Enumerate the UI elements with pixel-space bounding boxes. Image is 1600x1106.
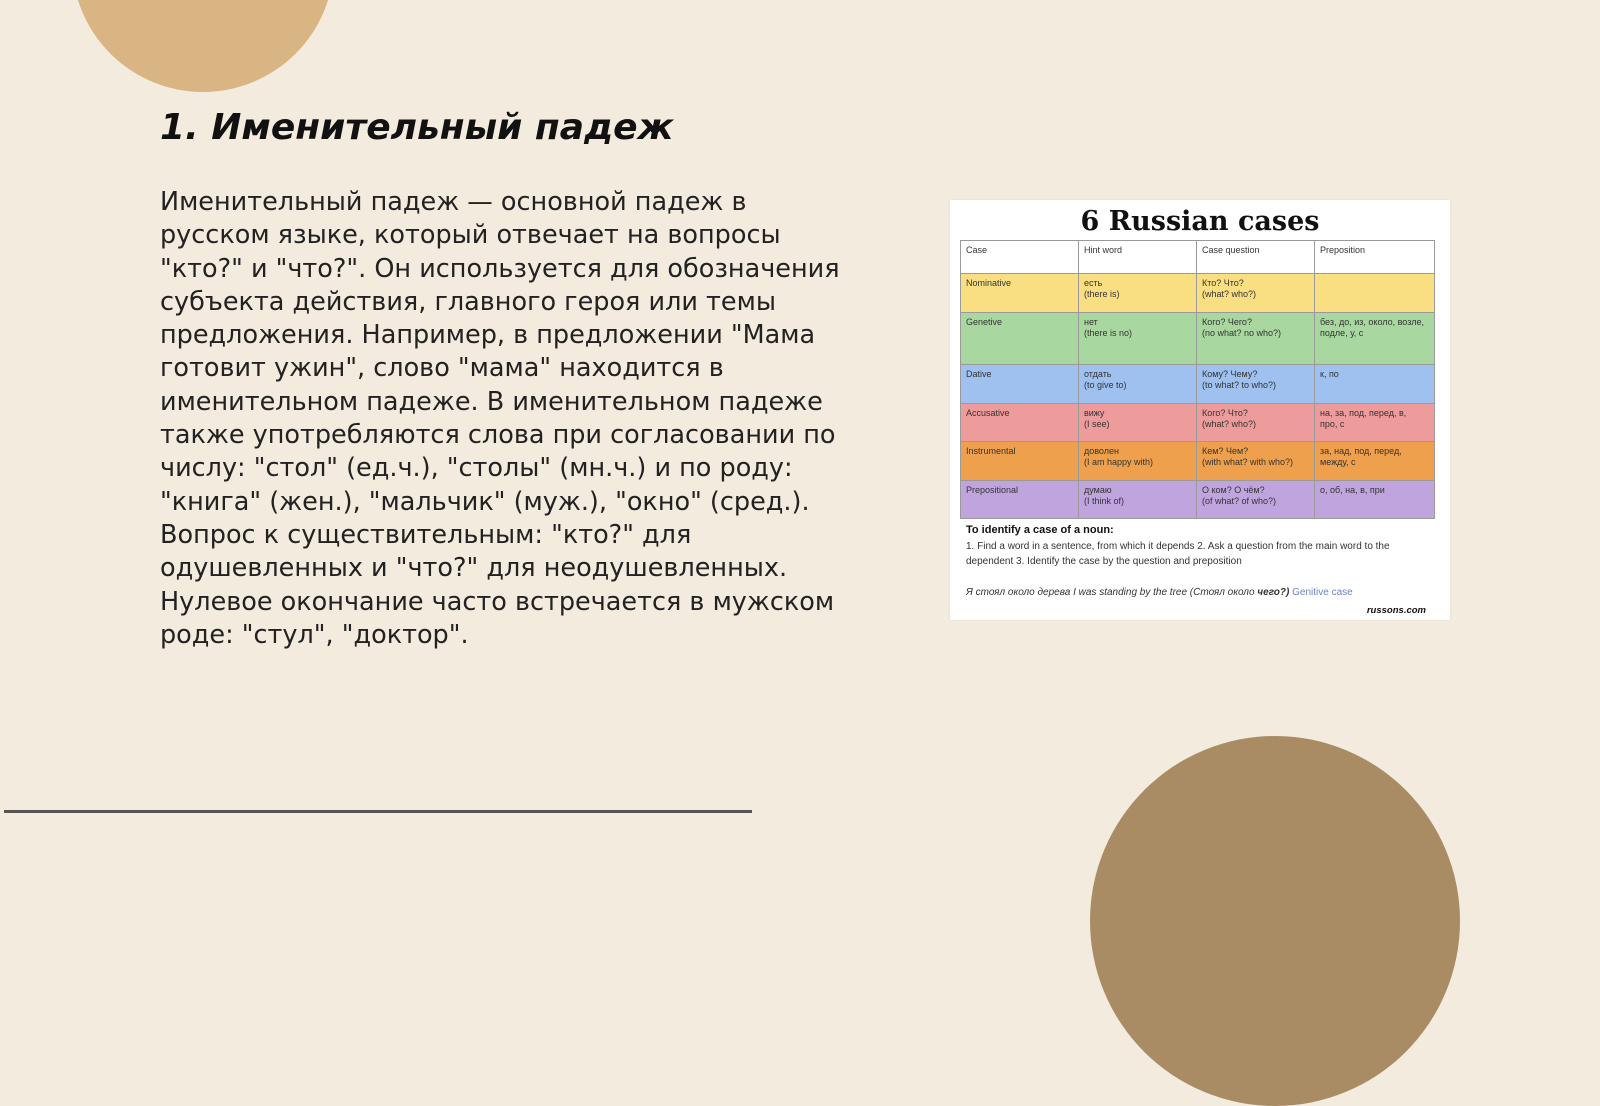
divider-line xyxy=(4,810,752,813)
note-heading: To identify a case of a noun: xyxy=(966,524,1114,536)
hint-word-cell xyxy=(1079,442,1197,481)
cases-image-title: 6 Russian cases xyxy=(1080,206,1320,237)
case-question-cell xyxy=(1197,404,1315,442)
preposition-cell xyxy=(1315,481,1435,519)
header-case: Case xyxy=(961,241,1079,274)
preposition-cell-line: о, об, на, в, при xyxy=(1320,485,1385,495)
case-name-cell: Instrumental xyxy=(961,442,1079,481)
case-question-cell xyxy=(1197,481,1315,519)
hint-word-cell-line: доволен xyxy=(1084,446,1119,456)
case-question-cell-line: (to what? to who?) xyxy=(1202,380,1277,390)
hint-word-cell-line: нет xyxy=(1084,317,1098,327)
example-sentence xyxy=(966,587,1436,598)
hint-word-cell-line: отдать xyxy=(1084,369,1112,379)
decorative-circle-top xyxy=(72,0,334,92)
hint-word-cell-line: вижу xyxy=(1084,408,1105,418)
slide-title: 1. Именительный падеж xyxy=(160,107,674,148)
case-question-cell xyxy=(1197,365,1315,404)
hint-word-cell xyxy=(1079,274,1197,313)
case-name-cell: Genetive xyxy=(961,313,1079,365)
russian-cases-image xyxy=(950,200,1450,620)
case-row xyxy=(961,313,1435,365)
image-credit: russons.com xyxy=(1366,605,1426,616)
case-question-cell-line: (with what? with who?) xyxy=(1202,457,1294,467)
preposition-cell xyxy=(1315,404,1435,442)
case-name-cell: Dative xyxy=(961,365,1079,404)
hint-word-cell-line: (there is) xyxy=(1084,289,1120,299)
preposition-cell xyxy=(1315,442,1435,481)
hint-word-cell xyxy=(1079,365,1197,404)
hint-word-cell-line: (I am happy with) xyxy=(1084,457,1154,467)
slide-body-text: Именительный падеж — основной падеж в русском языке, который отвечает на вопросы "кто?" и "что?". Он используется для обозначения субъекта действия, главного героя или темы предложения. Например, в предложении "Мама готовит ужин", слово "мама" находится в именительном падеже. В именительном падеже также употребляются слова при согласовании по числу: "стол" (ед.ч.), "столы" (мн.ч.) и по роду: "книга" (жен.), "мальчик" (муж.), "окно" (сред.). Вопрос к существительным: "кто?" для одушевленных и "что?" для неодушевленных. Нулевое окончание часто встречается в мужском роде: "стул", "доктор". xyxy=(160,187,840,650)
case-row xyxy=(961,274,1435,313)
hint-word-cell xyxy=(1079,481,1197,519)
preposition-cell-line: к, по xyxy=(1320,369,1339,379)
hint-word-cell xyxy=(1079,313,1197,365)
decorative-circle-bottom xyxy=(1090,736,1460,1106)
preposition-cell-line: между, с xyxy=(1320,457,1356,467)
case-question-cell xyxy=(1197,442,1315,481)
preposition-cell-line: за, над, под, перед, xyxy=(1320,446,1402,456)
case-row xyxy=(961,404,1435,442)
hint-word-cell-line: думаю xyxy=(1084,485,1112,495)
case-name-cell: Accusative xyxy=(961,404,1079,442)
case-row xyxy=(961,365,1435,404)
case-question-cell-line: О ком? О чём? xyxy=(1202,485,1265,495)
case-question-cell-line: Кого? Что? xyxy=(1202,408,1248,418)
header-hint-word: Hint word xyxy=(1079,241,1197,274)
preposition-cell-line: про, с xyxy=(1320,419,1345,429)
hint-word-cell-line: есть xyxy=(1084,278,1103,288)
case-question-cell-line: (what? who?) xyxy=(1202,289,1257,299)
case-question-cell-line: (no what? no who?) xyxy=(1202,328,1282,338)
case-question-cell-line: Кем? Чем? xyxy=(1202,446,1249,456)
case-name-cell: Prepositional xyxy=(961,481,1079,519)
case-question-cell xyxy=(1197,274,1315,313)
cases-table xyxy=(960,240,1435,519)
note-text: 1. Find a word in a sentence, from which it depends 2. Ask a question from the main word to the dependent 3. Identify the case by the question and preposition xyxy=(966,541,1390,567)
preposition-cell-line: без, до, из, около, возле, xyxy=(1320,317,1424,327)
preposition-cell xyxy=(1315,313,1435,365)
case-question-cell-line: Кому? Чему? xyxy=(1202,369,1258,379)
case-question-cell-line: Кто? Что? xyxy=(1202,278,1244,288)
hint-word-cell-line: (I think of) xyxy=(1084,496,1125,506)
cases-table-header-row xyxy=(961,241,1435,274)
case-question-cell-line: (what? who?) xyxy=(1202,419,1257,429)
preposition-cell xyxy=(1315,274,1435,313)
hint-word-cell-line: (there is no) xyxy=(1084,328,1133,338)
example-case-link: Genitive case xyxy=(1289,587,1353,598)
case-row xyxy=(961,481,1435,519)
case-name-cell: Nominative xyxy=(961,274,1079,313)
case-row xyxy=(961,442,1435,481)
example-question: чего?) xyxy=(1257,587,1290,598)
case-question-cell xyxy=(1197,313,1315,365)
case-question-cell-line: Кого? Чего? xyxy=(1202,317,1252,327)
preposition-cell xyxy=(1315,365,1435,404)
header-preposition: Preposition xyxy=(1315,241,1435,274)
hint-word-cell xyxy=(1079,404,1197,442)
hint-word-cell-line: (to give to) xyxy=(1084,380,1127,390)
example-ru: Я стоял около дерева xyxy=(966,587,1071,598)
hint-word-cell-line: (I see) xyxy=(1084,419,1110,429)
case-question-cell-line: (of what? of who?) xyxy=(1202,496,1277,506)
example-en: I was standing by the tree (Стоял около xyxy=(1070,587,1258,598)
preposition-cell-line: на, за, под, перед, в, xyxy=(1320,408,1407,418)
preposition-cell-line: подле, у, с xyxy=(1320,328,1364,338)
header-case-question: Case question xyxy=(1197,241,1315,274)
